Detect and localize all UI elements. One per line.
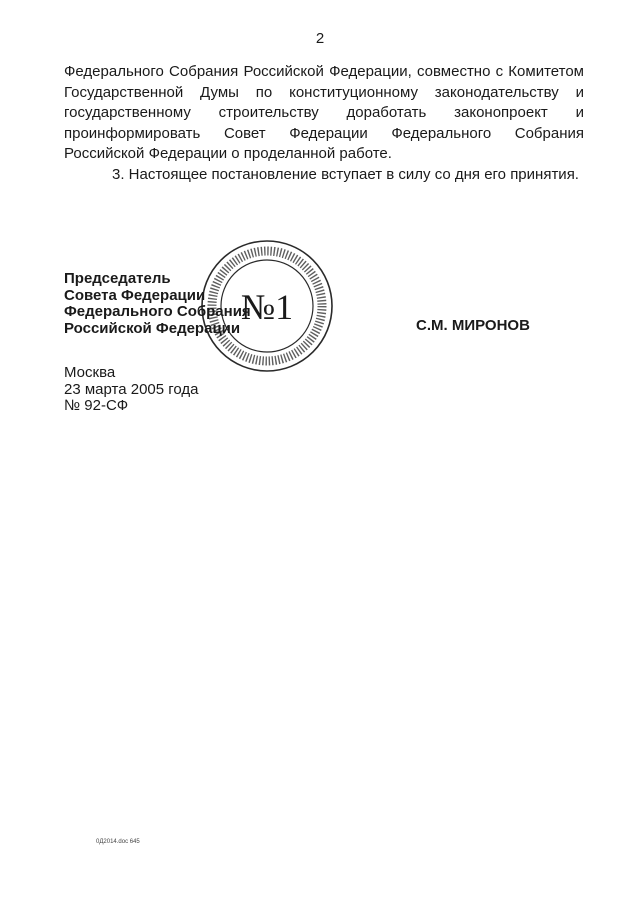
place: Москва bbox=[64, 364, 116, 381]
document-number: № 92-СФ bbox=[64, 397, 129, 414]
paragraph-continuation: Федерального Собрания Российской Федерации, совместно с Комитетом Государственной Думы по конституционному законодательству и государственному строительству доработать законопроект и проинформировать Совет Федерации Федерального Собрания Российской Федерации о проделанной работе. bbox=[64, 63, 584, 162]
page-number: 2 bbox=[315, 30, 325, 47]
signature-title-line: Федерального Собрания bbox=[64, 303, 251, 320]
footer-code: 0Д2014.doc 645 bbox=[96, 839, 140, 845]
date: 23 марта 2005 года bbox=[64, 380, 199, 398]
signature-title-line: Российской Федерации bbox=[64, 319, 241, 337]
signer-name: С.М. МИРОНОВ bbox=[416, 317, 530, 334]
signature-title bbox=[64, 271, 251, 337]
place-date-block bbox=[64, 365, 199, 415]
paragraph-effective-date: 3. Настоящее постановление вступает в силу со дня его принятия. bbox=[112, 165, 579, 183]
document-body bbox=[64, 62, 584, 185]
seal-number: №1 bbox=[240, 287, 294, 327]
signature-title-line: Председатель bbox=[64, 270, 171, 287]
signature-title-line: Совета Федерации bbox=[64, 286, 206, 304]
